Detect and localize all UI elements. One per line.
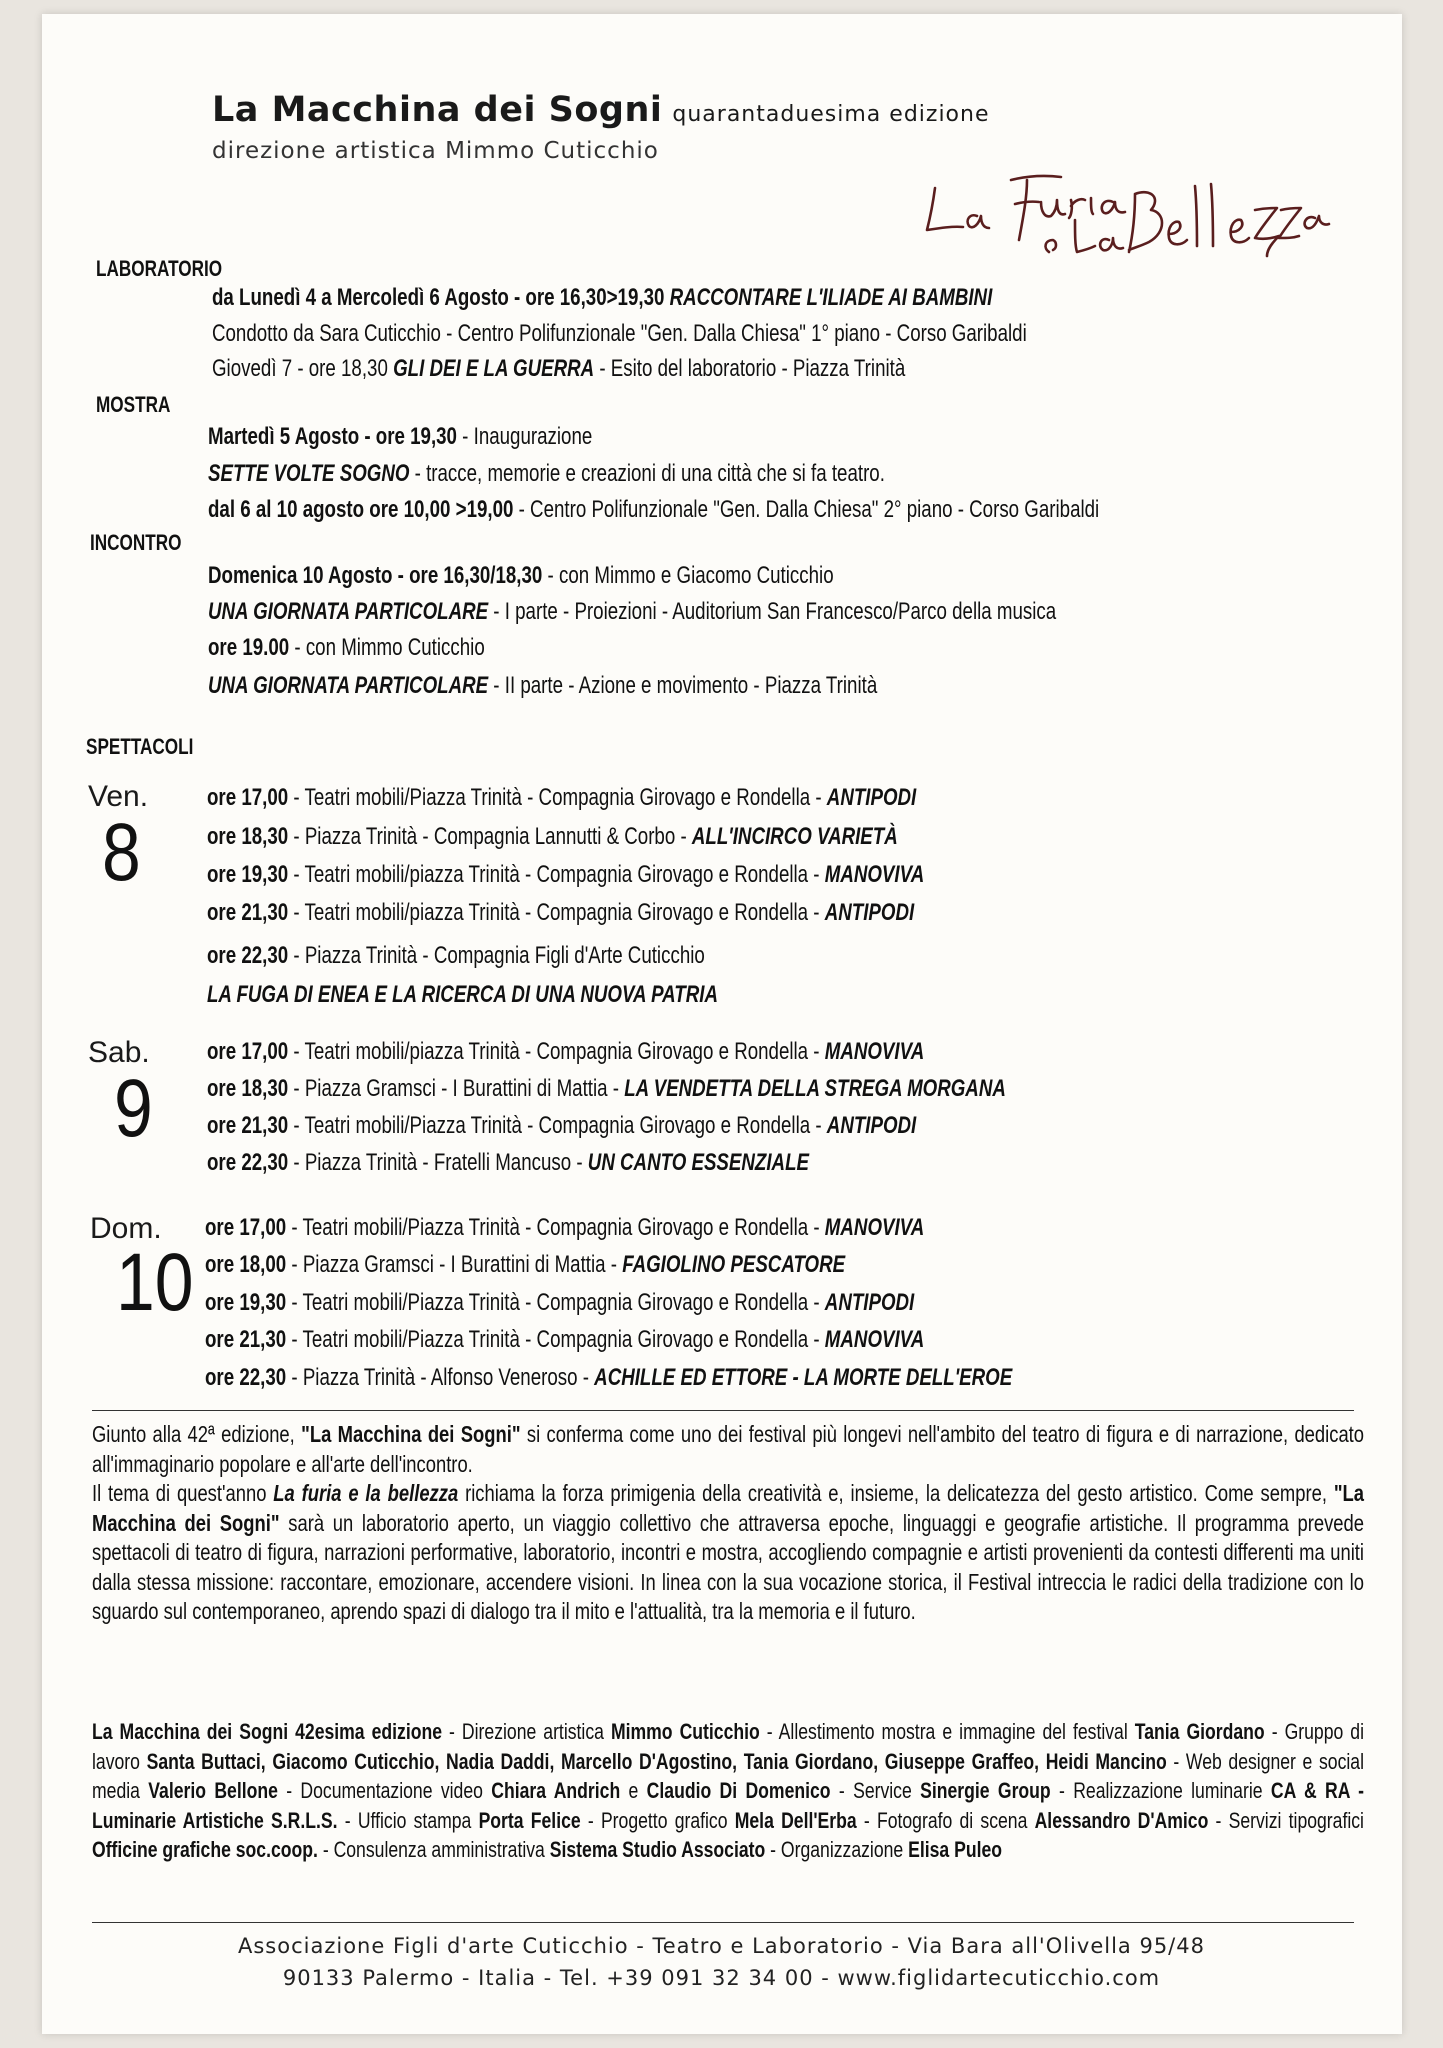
credit-role: - Organizzazione	[770, 1837, 904, 1862]
credit-name: Porta Felice	[478, 1807, 581, 1833]
show-description: - Teatri mobili/Piazza Trinità - Compagnia Girovago e Rondella -	[291, 1326, 820, 1353]
laboratorio-esito-place: - Esito del laboratorio - Piazza Trinità	[599, 355, 906, 382]
credit-name: Alessandro D'Amico	[1034, 1807, 1209, 1833]
mostra-dates-range: dal 6 al 10 agosto ore 10,00 >19,00	[208, 496, 514, 523]
festival-name-emphasis: "La Macchina dei Sogni"	[92, 1480, 1365, 1536]
laboratorio-title: RACCONTARE L'ILIADE AI BAMBINI	[669, 284, 993, 311]
incontro-line-3	[208, 634, 485, 662]
show-row	[205, 1364, 1012, 1392]
show-title: LA FUGA DI ENEA E LA RICERCA DI UNA NUOVA PATRIA	[207, 981, 718, 1008]
show-row	[207, 784, 916, 812]
day-number-9: 9	[114, 1063, 153, 1154]
mostra-line-2	[208, 460, 885, 488]
show-time: ore 17,00	[207, 1038, 289, 1065]
mostra-place: - Centro Polifunzionale "Gen. Dalla Chiesa" 2° piano - Corso Garibaldi	[518, 496, 1100, 523]
incontro-date: Domenica 10 Agosto - ore 16,30/18,30	[208, 562, 543, 589]
show-description: - Teatri mobili/Piazza Trinità - Compagnia Girovago e Rondella -	[291, 1214, 820, 1241]
theme-emphasis: La furia e la bellezza	[273, 1480, 459, 1506]
intro-text-run: richiama la forza primigenia della creatività e, insieme, la delicatezza del gesto artistico. Come sempre,	[465, 1480, 1327, 1506]
section-laboratorio: LABORATORIO	[96, 256, 223, 281]
show-row	[207, 1149, 809, 1177]
incontro-part2-time: ore 19.00	[208, 634, 290, 661]
show-time: ore 22,30	[207, 942, 289, 969]
show-title: ACHILLE ED ETTORE - LA MORTE DELL'EROE	[594, 1364, 1013, 1391]
section-spettacoli: SPETTACOLI	[86, 734, 194, 759]
show-time: ore 21,30	[207, 899, 289, 926]
show-title: MANOVIVA	[824, 1214, 925, 1241]
credit-role: - Service	[838, 1778, 912, 1803]
laboratorio-line-2: Condotto da Sara Cuticchio - Centro Polifunzionale "Gen. Dalla Chiesa" 1° piano - Corso Garibaldi	[212, 320, 1027, 347]
show-time: ore 19,30	[207, 861, 289, 888]
credit-role: e	[628, 1778, 639, 1803]
credit-role: - Progetto grafico	[587, 1807, 728, 1833]
show-time: ore 22,30	[205, 1364, 287, 1391]
mostra-date: Martedì 5 Agosto - ore 19,30	[208, 423, 457, 450]
credit-name: CA & RA - Luminarie Artistiche S.R.L.S.	[92, 1778, 1364, 1833]
credit-name: Officine grafiche soc.coop.	[92, 1837, 318, 1862]
mostra-inaugurazione: - Inaugurazione	[462, 423, 593, 450]
credit-role: - Documentazione video	[286, 1778, 483, 1803]
show-title: LA VENDETTA DELLA STREGA MORGANA	[624, 1075, 1006, 1102]
credit-role: - Fotografo di scena	[863, 1807, 1028, 1833]
show-title: ANTIPODI	[826, 784, 917, 811]
show-description: - Teatri mobili/Piazza Trinità - Compagnia Girovago e Rondella -	[291, 1289, 820, 1316]
credit-name: Elisa Puleo	[908, 1837, 1003, 1862]
incontro-part1-title: UNA GIORNATA PARTICOLARE	[208, 598, 489, 625]
show-description: - Teatri mobili/piazza Trinità - Compagnia Girovago e Rondella -	[293, 899, 820, 926]
show-description: - Piazza Trinità - Compagnia Lannutti & Corbo -	[293, 823, 687, 850]
show-description: - Teatri mobili/piazza Trinità - Compagnia Girovago e Rondella -	[293, 861, 820, 888]
show-row	[205, 1326, 924, 1354]
show-description: - Piazza Gramsci - I Burattini di Mattia -	[293, 1075, 619, 1102]
footer-address: Associazione Figli d'arte Cuticchio - Teatro e Laboratorio - Via Bara all'Olivella 95/48	[238, 1934, 1205, 1958]
intro-paragraph-1	[92, 1420, 1364, 1479]
credits-block	[92, 1717, 1364, 1865]
show-row	[205, 1214, 924, 1242]
intro-text-run: si conferma come uno dei festival più longevi nell'ambito del teatro di figura e di narrazione, dedicato all'immaginario popolare e all'arte dell'incontro.	[92, 1421, 1365, 1477]
show-description: - Teatri mobili/piazza Trinità - Compagnia Girovago e Rondella -	[293, 1038, 820, 1065]
header-title-row	[212, 90, 990, 130]
show-row	[207, 861, 924, 889]
credit-role: - Web designer e social media	[92, 1748, 1364, 1803]
laboratorio-esito-title: GLI DEI E LA GUERRA	[393, 355, 595, 382]
incontro-part2-desc: - II parte - Azione e movimento - Piazza Trinità	[493, 672, 878, 699]
credit-role: - Allestimento mostra e immagine del festival	[766, 1719, 1128, 1744]
incontro-line-2	[208, 598, 1056, 626]
show-row	[207, 1075, 1006, 1103]
show-row	[207, 1038, 924, 1066]
footer-contact: 90133 Palermo - Italia - Tel. +39 091 32 34 00 - www.figlidartecuticchio.com	[282, 1966, 1161, 1990]
artistic-direction: direzione artistica Mimmo Cuticchio	[212, 138, 659, 164]
handwritten-theme-signature	[915, 158, 1335, 258]
credit-name: Valerio Bellone	[148, 1778, 278, 1803]
credit-name: Mela Dell'Erba	[734, 1807, 857, 1833]
credit-name: La Macchina dei Sogni 42esima edizione	[92, 1719, 443, 1744]
mostra-line-3	[208, 496, 1099, 524]
day-label-sab: Sab.	[88, 1036, 150, 1069]
incontro-line-4	[208, 672, 877, 700]
intro-text	[92, 1420, 1364, 1627]
day-number-10: 10	[116, 1237, 194, 1328]
show-title: ANTIPODI	[824, 1289, 915, 1316]
credit-role: - Gruppo di lavoro	[92, 1719, 1364, 1774]
mostra-description: - tracce, memorie e creazioni di una città che si fa teatro.	[414, 460, 885, 487]
show-description: - Piazza Trinità - Compagnia Figli d'Arte Cuticchio	[293, 942, 705, 969]
divider-bottom	[92, 1922, 1354, 1923]
credit-name: Tania Giordano	[1134, 1719, 1265, 1744]
credit-role: - Realizzazione luminarie	[1059, 1778, 1263, 1803]
credit-name: Claudio Di Domenico	[646, 1778, 831, 1803]
mostra-title: SETTE VOLTE SOGNO	[208, 460, 410, 487]
day-label-dom: Dom.	[90, 1212, 162, 1245]
section-incontro: INCONTRO	[90, 530, 182, 555]
show-time: ore 18,30	[207, 1075, 289, 1102]
laboratorio-line-3	[212, 355, 905, 383]
edition-label: quarantaduesima edizione	[672, 102, 990, 127]
show-title: FAGIOLINO PESCATORE	[622, 1251, 846, 1278]
show-description: - Teatri mobili/Piazza Trinità - Compagnia Girovago e Rondella -	[293, 1112, 822, 1139]
credit-role: - Servizi tipografici	[1215, 1807, 1364, 1833]
credit-name: Chiara Andrich	[491, 1778, 621, 1803]
show-title: ANTIPODI	[826, 1112, 917, 1139]
show-time: ore 19,30	[205, 1289, 287, 1316]
incontro-line-1	[208, 562, 834, 590]
mostra-line-1	[208, 423, 592, 451]
show-time: ore 18,00	[205, 1251, 287, 1278]
show-time: ore 21,30	[205, 1326, 287, 1353]
day-number-8: 8	[102, 807, 141, 898]
divider-top	[92, 1410, 1354, 1411]
show-row	[207, 942, 705, 970]
show-description: - Piazza Gramsci - I Burattini di Mattia -	[291, 1251, 617, 1278]
show-time: ore 17,00	[207, 784, 289, 811]
show-description: - Teatri mobili/Piazza Trinità - Compagnia Girovago e Rondella -	[293, 784, 822, 811]
show-row	[207, 899, 914, 927]
show-title-extra	[207, 981, 718, 1009]
show-row	[207, 823, 898, 851]
intro-text-run: sarà un laboratorio aperto, un viaggio collettivo che attraversa epoche, linguaggi e geografie artistiche. Il programma prevede spettacoli di teatro di figura, narrazioni performative, laboratorio, incontri e mostra, accogliendo compagnie e artisti provenienti da contesti differenti ma uniti dalla stessa missione: raccontare, emozionare, accendere visioni. In linea con la sua vocazione storica, il Festival intreccia le radici della tradizione con lo sguardo sul contemporaneo, aprendo spazi di dialogo tra il mito e l'attualità, tra la memoria e il futuro.	[92, 1509, 1365, 1624]
incontro-part2-title: UNA GIORNATA PARTICOLARE	[208, 672, 489, 699]
show-time: ore 17,00	[205, 1214, 287, 1241]
show-title: MANOVIVA	[824, 861, 925, 888]
section-mostra: MOSTRA	[96, 392, 171, 417]
credit-name: Mimmo Cuticchio	[610, 1719, 760, 1744]
festival-name-emphasis: "La Macchina dei Sogni"	[301, 1421, 521, 1447]
credit-name: Sinergie Group	[920, 1778, 1051, 1803]
show-title: ANTIPODI	[824, 899, 915, 926]
show-row	[205, 1251, 845, 1279]
credit-name: Sistema Studio Associato	[549, 1837, 766, 1862]
festival-title: La Macchina dei Sogni	[212, 90, 663, 130]
laboratorio-line-1	[212, 284, 992, 312]
intro-text-run: Giunto alla 42ª edizione,	[92, 1421, 295, 1447]
show-time: ore 22,30	[207, 1149, 289, 1176]
laboratorio-esito-date: Giovedì 7 - ore 18,30	[212, 355, 388, 382]
show-title: MANOVIVA	[824, 1326, 925, 1353]
intro-text-run: Il tema di quest'anno	[92, 1480, 267, 1506]
show-time: ore 21,30	[207, 1112, 289, 1139]
show-description: - Piazza Trinità - Alfonso Veneroso -	[291, 1364, 589, 1391]
incontro-part2-guest: - con Mimmo Cuticchio	[294, 634, 485, 661]
show-row	[207, 1112, 916, 1140]
show-row	[205, 1289, 914, 1317]
intro-paragraph-2	[92, 1479, 1364, 1627]
credit-role: - Consulenza amministrativa	[322, 1837, 545, 1862]
credit-role: - Direzione artistica	[449, 1719, 604, 1744]
credit-role: - Ufficio stampa	[344, 1807, 472, 1833]
show-description: - Piazza Trinità - Fratelli Mancuso -	[293, 1149, 583, 1176]
show-title: ALL'INCIRCO VARIETÀ	[691, 823, 898, 850]
laboratorio-date: da Lunedì 4 a Mercoledì 6 Agosto - ore 16,30>19,30	[212, 284, 665, 311]
incontro-guests: - con Mimmo e Giacomo Cuticchio	[547, 562, 834, 589]
show-title: MANOVIVA	[824, 1038, 925, 1065]
incontro-part1-desc: - I parte - Proiezioni - Auditorium San Francesco/Parco della musica	[493, 598, 1057, 625]
credit-name: Santa Buttaci, Giacomo Cuticchio, Nadia Daddi, Marcello D'Agostino, Tania Giordano, Giuseppe Graffeo, Heidi Mancino	[146, 1748, 1167, 1774]
day-label-ven: Ven.	[88, 780, 149, 813]
show-title: UN CANTO ESSENZIALE	[587, 1149, 810, 1176]
show-time: ore 18,30	[207, 823, 289, 850]
